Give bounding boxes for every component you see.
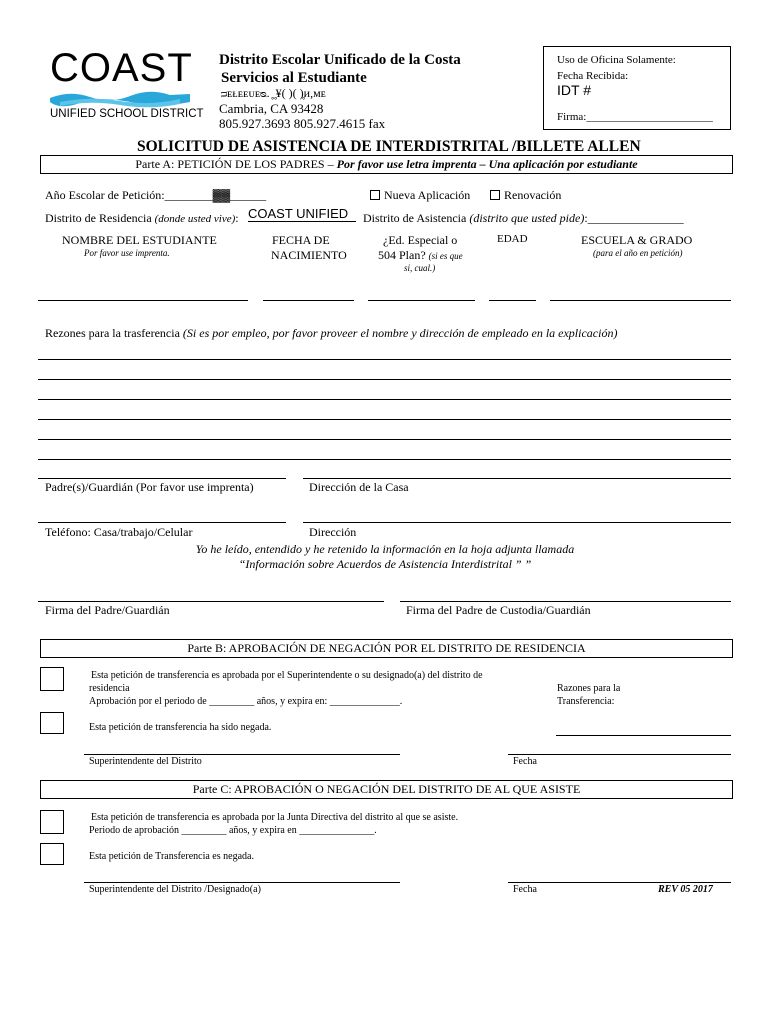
phone-label: Teléfono: Casa/trabajo/Celular: [45, 525, 193, 539]
part-c-approved-checkbox[interactable]: [40, 810, 64, 834]
residence-district-value[interactable]: COAST UNIFIED: [248, 206, 356, 222]
new-application-label: Nueva Aplicación: [384, 188, 471, 202]
revision-label: REV 05 2017: [658, 884, 713, 895]
home-address-line[interactable]: [303, 478, 731, 479]
school-year-field[interactable]: Año Escolar de Petición:________▓▓______: [45, 188, 267, 202]
part-b-reasons-label-2: Transferencia:: [557, 696, 615, 707]
part-b-header: Parte B: APROBACIÓN DE NEGACIÓN POR EL DISTRITO DE RESIDENCIA: [40, 639, 733, 658]
office-use-box: [543, 46, 731, 130]
header-phones: 805.927.3693 805.927.4615 fax: [219, 116, 386, 131]
attend-hint: (distrito que usted pide): [469, 211, 585, 225]
part-b-approval-period[interactable]: Aprobación por el periodo de _________ años, y expira en: ______________.: [89, 696, 403, 707]
address-line[interactable]: [303, 522, 731, 523]
part-c-superintendent-label: Superintendente del Distrito /Designado(a): [89, 884, 261, 895]
address-label: Dirección: [309, 525, 357, 539]
new-application-checkbox[interactable]: [370, 190, 380, 200]
district-logo: [50, 46, 204, 122]
col-sped-1: ¿Ed. Especial o: [383, 233, 458, 247]
parent-signature-line[interactable]: [38, 601, 384, 602]
dob-line[interactable]: [263, 300, 354, 301]
office-title: Uso de Oficina Solamente:: [557, 54, 676, 66]
reasons-label: [45, 326, 617, 341]
col-sped-2-text: 504 Plan?: [378, 248, 426, 262]
reasons-line-1[interactable]: [38, 359, 731, 360]
col-sped-hint-1: (si es que: [428, 251, 463, 261]
part-b-approved-text-1: Esta petición de transferencia es aprobada por el Superintendente o su designado(a) del distrito de: [91, 670, 483, 681]
parent-name-line[interactable]: [38, 478, 286, 479]
phone-line[interactable]: [38, 522, 286, 523]
renewal-label: Renovación: [504, 188, 562, 202]
reasons-line-6[interactable]: [38, 459, 731, 460]
part-b-denied-checkbox[interactable]: [40, 712, 64, 734]
col-age: EDAD: [497, 233, 528, 245]
part-b-reasons-label-1: Razones para la: [557, 683, 621, 694]
header-city: Cambria, CA 93428: [219, 101, 324, 116]
part-c-denied-text: Esta petición de Transferencia es negada.: [89, 851, 254, 862]
col-school-grade-hint: (para el año en petición): [593, 248, 683, 258]
renewal-checkbox[interactable]: [490, 190, 500, 200]
custody-signature-line[interactable]: [400, 601, 731, 602]
col-school-grade: ESCUELA & GRADO: [581, 233, 693, 247]
reasons-line-4[interactable]: [38, 419, 731, 420]
student-name-line[interactable]: [38, 300, 248, 301]
part-c-date-line[interactable]: [508, 882, 731, 883]
office-idt[interactable]: IDT #: [557, 82, 591, 98]
form-title: SOLICITUD DE ASISTENCIA DE INTERDISTRITAL /BILLETE ALLEN: [137, 138, 641, 155]
reasons-line-2[interactable]: [38, 379, 731, 380]
col-student-name-hint: Por favor use imprenta.: [84, 248, 170, 258]
part-b-superintendent-label: Superintendente del Distrito: [89, 756, 202, 767]
custody-signature-label: Firma del Padre de Custodia/Guardián: [406, 603, 591, 617]
col-sped-2: [378, 248, 463, 263]
logo-text: COAST: [50, 46, 193, 90]
part-c-approved-text-1: Esta petición de transferencia es aprobada por la Junta Directiva del distrito al que se asiste.: [91, 812, 459, 823]
part-b-reasons-line[interactable]: [556, 735, 731, 736]
age-line[interactable]: [489, 300, 536, 301]
part-b-superintendent-line[interactable]: [84, 754, 400, 755]
residence-label: Distrito de Residencia: [45, 211, 152, 225]
part-c-approval-period[interactable]: Periodo de aprobación _________ años, y expira en _______________.: [89, 825, 377, 836]
col-student-name: NOMBRE DEL ESTUDIANTE: [62, 233, 217, 247]
part-b-approved-checkbox[interactable]: [40, 667, 64, 691]
parent-name-label: Padre(s)/Guardián (Por favor use imprenta): [45, 480, 254, 494]
school-grade-line[interactable]: [550, 300, 731, 301]
reasons-line-3[interactable]: [38, 399, 731, 400]
part-c-superintendent-line[interactable]: [84, 882, 400, 883]
attend-district-label: [363, 211, 684, 226]
sped-line[interactable]: [368, 300, 475, 301]
col-sped-hint-2: si, cual.): [404, 263, 436, 273]
office-received: Fecha Recibida:: [557, 70, 629, 82]
part-a-header: [40, 155, 733, 174]
attend-label: Distrito de Asistencia: [363, 211, 467, 225]
residence-district-label: Distrito de Residencia (donde usted vive):: [45, 211, 239, 225]
part-c-denied-checkbox[interactable]: [40, 843, 64, 865]
part-c-date-label: Fecha: [513, 884, 537, 895]
part-b-approved-text-2: residencia: [89, 683, 130, 694]
part-a-header-plain: Parte A: PETICIÓN DE LOS PADRES –: [135, 157, 337, 171]
home-address-label: Dirección de la Casa: [309, 480, 409, 494]
services-name: Servicios al Estudiante: [221, 70, 367, 86]
part-b-date-label: Fecha: [513, 756, 537, 767]
office-signature[interactable]: Firma:_______________________: [557, 111, 713, 123]
parent-signature-label: Firma del Padre/Guardián: [45, 603, 170, 617]
col-dob-1: FECHA DE: [272, 233, 330, 247]
logo-subtext: UNIFIED SCHOOL DISTRICT: [50, 108, 204, 120]
header-garbled-text: ᴝᴇᴌᴇᴇᴜᴇᴓ. ̥ ̥¥( )( )̥ᴎ,ᴍᴇ: [221, 86, 326, 100]
part-b-date-line[interactable]: [508, 754, 731, 755]
part-b-denied-text: Esta petición de transferencia ha sido negada.: [89, 722, 272, 733]
reasons-label-text: Rezones para la trasferencia: [45, 326, 180, 340]
acknowledgement-line-1: Yo he leído, entendido y he retenido la información en la hoja adjunta llamada: [195, 542, 575, 556]
residence-hint: (donde usted vive): [154, 213, 236, 225]
part-c-header: Parte C: APROBACIÓN O NEGACIÓN DEL DISTRITO DE AL QUE ASISTE: [40, 780, 733, 799]
reasons-line-5[interactable]: [38, 439, 731, 440]
acknowledgement-line-2: “Información sobre Acuerdos de Asistencia Interdistrital ” ”: [238, 557, 532, 571]
logo-wave-icon: [50, 88, 190, 110]
reasons-hint: (Si es por empleo, por favor proveer el nombre y dirección de empleado en la explicación): [182, 326, 618, 340]
attend-blank[interactable]: :________________: [584, 211, 684, 225]
part-a-header-italic: Por favor use letra imprenta – Una aplicación por estudiante: [336, 157, 638, 171]
district-name: Distrito Escolar Unificado de la Costa: [219, 52, 461, 68]
col-dob-2: NACIMIENTO: [271, 248, 347, 262]
